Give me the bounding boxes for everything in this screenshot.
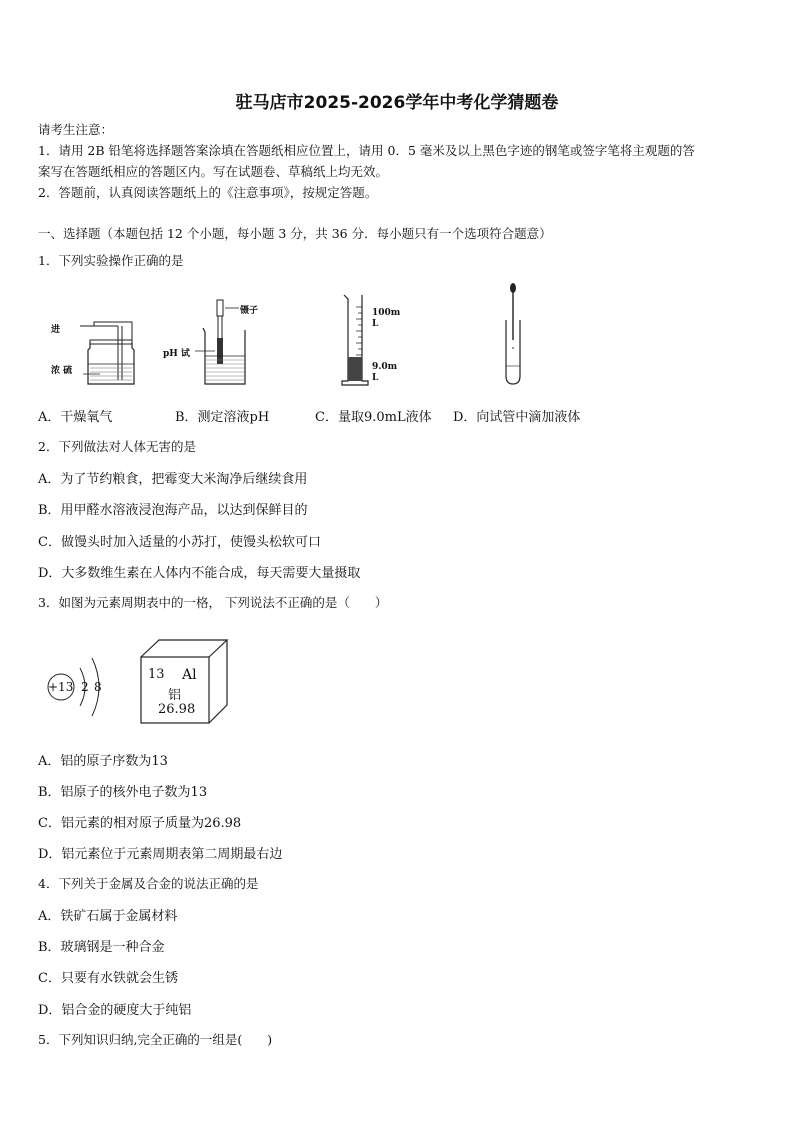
atomic-number: 13 bbox=[148, 667, 165, 682]
q5-stem: 5．下列知识归纳,完全正确的一组是( ) bbox=[38, 1032, 273, 1047]
test-tube-dropper-figure bbox=[500, 282, 530, 387]
section-heading: 一、选择题（本题包括 12 个小题，每小题 3 分，共 36 分．每小题只有一个选项符合题意） bbox=[38, 226, 552, 241]
q2-option-a: A．为了节约粮食，把霉变大米淘净后继续食用 bbox=[38, 472, 308, 487]
q4-option-c: C．只要有水铁就会生锈 bbox=[38, 971, 178, 986]
beaker-figure bbox=[195, 298, 255, 388]
q1-stem: 1．下列实验操作正确的是 bbox=[38, 253, 184, 268]
q1-option-c: C．量取9.0mL液体 bbox=[315, 410, 432, 425]
q3-option-a: A．铝的原子序数为13 bbox=[38, 754, 168, 769]
atom-nucleus: +13 bbox=[48, 680, 74, 694]
notice-item-1-cont: 案写在答题纸相应的答题区内。写在试题卷、草稿纸上均无效。 bbox=[38, 164, 389, 179]
q4-option-a: A．铁矿石属于金属材料 bbox=[38, 909, 178, 924]
label-100ml: 100m bbox=[372, 308, 401, 318]
q1-option-d: D．向试管中滴加液体 bbox=[453, 410, 581, 425]
atom-shell-2: 8 bbox=[94, 680, 102, 694]
graduated-cylinder-figure bbox=[338, 293, 372, 388]
label-l-1: L bbox=[372, 319, 379, 329]
notice-heading: 请考生注意： bbox=[38, 122, 114, 137]
label-tweezers: 镊子 bbox=[240, 306, 259, 316]
q2-option-d: D．大多数维生素在人体内不能合成，每天需要大量摄取 bbox=[38, 566, 361, 581]
q3-option-d: D．铝元素位于元素周期表第二周期最右边 bbox=[38, 847, 283, 862]
label-acid: 浓 硫 bbox=[51, 366, 73, 376]
q2-option-b: B．用甲醛水溶液浸泡海产品，以达到保鲜目的 bbox=[38, 503, 308, 518]
q4-stem: 4．下列关于金属及合金的说法正确的是 bbox=[38, 876, 259, 891]
label-in: 进 bbox=[51, 325, 61, 335]
q1-option-a: A．干燥氧气 bbox=[38, 410, 113, 425]
q1-option-b: B．测定溶液pH bbox=[175, 410, 270, 425]
label-9ml: 9.0m bbox=[372, 362, 398, 372]
notice-item-2: 2．答题前，认真阅读答题纸上的《注意事项》，按规定答题。 bbox=[38, 185, 378, 200]
label-ph: pH 试 bbox=[163, 349, 190, 359]
element-symbol: Al bbox=[182, 667, 197, 683]
notice-item-1: 1．请用 2B 铅笔将选择题答案涂填在答题纸相应位置上，请用 0．5 毫米及以上黑色字迹的钢笔或签字笔将主观题的答 bbox=[38, 143, 695, 158]
q4-option-d: D．铝合金的硬度大于纯铝 bbox=[38, 1003, 192, 1018]
q2-stem: 2．下列做法对人体无害的是 bbox=[38, 439, 196, 454]
element-name: 铝 bbox=[168, 688, 182, 703]
atomic-mass: 26.98 bbox=[158, 702, 196, 717]
drying-bottle-figure bbox=[78, 318, 138, 390]
q2-option-c: C．做馒头时加入适量的小苏打，使馒头松软可口 bbox=[38, 535, 321, 550]
q4-option-b: B．玻璃钢是一种合金 bbox=[38, 940, 165, 955]
q3-option-b: B．铝原子的核外电子数为13 bbox=[38, 785, 208, 800]
page-title: 驻马店市2025-2026学年中考化学猜题卷 bbox=[235, 93, 559, 113]
atom-shell-1: 2 bbox=[81, 680, 89, 694]
q3-stem: 3．如图为元素周期表中的一格， 下列说法不正确的是（ ） bbox=[38, 595, 388, 610]
label-l-2: L bbox=[372, 373, 379, 383]
q3-option-c: C．铝元素的相对原子质量为26.98 bbox=[38, 816, 242, 831]
